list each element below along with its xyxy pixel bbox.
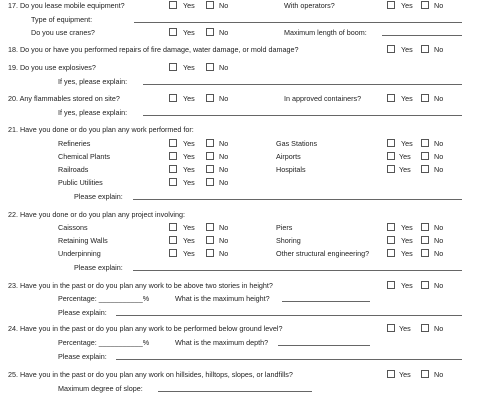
no-label: No [434, 249, 444, 258]
q21-refineries-yes-checkbox[interactable] [169, 139, 177, 147]
no-label: No [219, 28, 229, 37]
q21-explain-label: Please explain: [74, 192, 123, 201]
q21-refineries-no-checkbox[interactable] [206, 139, 214, 147]
yes-label: Yes [183, 63, 195, 72]
q21-railroads-yes-checkbox[interactable] [169, 165, 177, 173]
yes-label: Yes [401, 94, 413, 103]
q20-no-checkbox[interactable] [206, 94, 214, 102]
yes-label: Yes [183, 94, 195, 103]
q25-no-checkbox[interactable] [421, 370, 429, 378]
q18-no-checkbox[interactable] [421, 45, 429, 53]
q22-shoring-no-checkbox[interactable] [421, 236, 429, 244]
q22-other-no-checkbox[interactable] [421, 249, 429, 257]
q17-type-label: Type of equipment: [31, 15, 93, 24]
no-label: No [434, 45, 444, 54]
q22-item-caissons: Caissons [58, 223, 88, 232]
q21-utilities-no-checkbox[interactable] [206, 178, 214, 186]
q19-explain-field[interactable] [143, 84, 462, 85]
q21-chemical-no-checkbox[interactable] [206, 152, 214, 160]
yes-label: Yes [183, 152, 195, 161]
q17-operators-no-checkbox[interactable] [421, 1, 429, 9]
yes-label: Yes [183, 139, 195, 148]
q23-max-label: What is the maximum height? [175, 294, 270, 303]
q17-no-checkbox[interactable] [206, 1, 214, 9]
q24-label: 24. Have you in the past or do you plan any work to be performed below ground level? [8, 324, 283, 333]
q17-yes-checkbox[interactable] [169, 1, 177, 9]
q22-caissons-yes-checkbox[interactable] [169, 223, 177, 231]
q24-yes-checkbox[interactable] [387, 324, 395, 332]
q22-underpinning-no-checkbox[interactable] [206, 249, 214, 257]
yes-label: Yes [183, 1, 195, 10]
q21-hospitals-no-checkbox[interactable] [421, 165, 429, 173]
q20-containers-label: In approved containers? [284, 94, 362, 103]
q21-item-hospitals: Hospitals [276, 165, 306, 174]
yes-label: Yes [183, 178, 195, 187]
no-label: No [219, 63, 229, 72]
q23-max-field[interactable] [282, 301, 370, 302]
q17-operators-label: With operators? [284, 1, 335, 10]
q23-yes-checkbox[interactable] [387, 281, 395, 289]
yes-label: Yes [399, 370, 411, 379]
q21-item-utilities: Public Utilities [58, 178, 103, 187]
no-label: No [219, 249, 229, 258]
q25-slope-field[interactable] [158, 391, 312, 392]
q23-no-checkbox[interactable] [421, 281, 429, 289]
no-label: No [219, 1, 229, 10]
q23-label: 23. Have you in the past or do you plan any work to be above two stories in height? [8, 281, 273, 290]
q20-explain-label: If yes, please explain: [58, 108, 128, 117]
q21-utilities-yes-checkbox[interactable] [169, 178, 177, 186]
q21-item-airports: Airports [276, 152, 301, 161]
yes-label: Yes [401, 236, 413, 245]
no-label: No [434, 324, 444, 333]
q21-item-railroads: Railroads [58, 165, 89, 174]
q21-item-gas-stations: Gas Stations [276, 139, 318, 148]
no-label: No [219, 165, 229, 174]
q19-yes-checkbox[interactable] [169, 63, 177, 71]
q22-explain-label: Please explain: [74, 263, 123, 272]
q17-operators-yes-checkbox[interactable] [387, 1, 395, 9]
no-label: No [219, 223, 229, 232]
no-label: No [434, 139, 444, 148]
q24-explain-label: Please explain: [58, 352, 107, 361]
no-label: No [434, 94, 444, 103]
q25-yes-checkbox[interactable] [387, 370, 395, 378]
q21-label: 21. Have you done or do you plan any work performed for: [8, 125, 194, 134]
q19-explain-label: If yes, please explain: [58, 77, 128, 86]
q21-railroads-no-checkbox[interactable] [206, 165, 214, 173]
q22-label: 22. Have you done or do you plan any project involving: [8, 210, 186, 219]
q22-piers-no-checkbox[interactable] [421, 223, 429, 231]
no-label: No [219, 139, 229, 148]
q17-cranes-label: Do you use cranes? [31, 28, 95, 37]
q18-label: 18. Do you or have you performed repairs of fire damage, water damage, or mold damage? [8, 45, 299, 54]
yes-label: Yes [401, 281, 413, 290]
q22-other-yes-checkbox[interactable] [387, 249, 395, 257]
yes-label: Yes [401, 223, 413, 232]
yes-label: Yes [401, 139, 413, 148]
yes-label: Yes [183, 165, 195, 174]
no-label: No [219, 178, 229, 187]
yes-label: Yes [183, 249, 195, 258]
q23-percentage-label: Percentage: ___________% [58, 294, 150, 303]
q21-gas-no-checkbox[interactable] [421, 139, 429, 147]
yes-label: Yes [399, 165, 411, 174]
q25-label: 25. Have you in the past or do you plan any work on hillsides, hilltops, slopes, or landfills? [8, 370, 293, 379]
no-label: No [434, 236, 444, 245]
q22-underpinning-yes-checkbox[interactable] [169, 249, 177, 257]
q20-yes-checkbox[interactable] [169, 94, 177, 102]
yes-label: Yes [183, 223, 195, 232]
q24-percentage-label: Percentage: ___________% [58, 338, 150, 347]
no-label: No [434, 370, 444, 379]
q19-no-checkbox[interactable] [206, 63, 214, 71]
q24-max-label: What is the maximum depth? [175, 338, 269, 347]
yes-label: Yes [183, 28, 195, 37]
q21-item-refineries: Refineries [58, 139, 91, 148]
q21-hospitals-yes-checkbox[interactable] [387, 165, 395, 173]
q23-explain-label: Please explain: [58, 308, 107, 317]
yes-label: Yes [401, 1, 413, 10]
q21-gas-yes-checkbox[interactable] [387, 139, 395, 147]
q24-explain-field[interactable] [116, 359, 462, 360]
q22-retaining-no-checkbox[interactable] [206, 236, 214, 244]
yes-label: Yes [399, 152, 411, 161]
q22-piers-yes-checkbox[interactable] [387, 223, 395, 231]
q24-no-checkbox[interactable] [421, 324, 429, 332]
no-label: No [434, 1, 444, 10]
no-label: No [219, 236, 229, 245]
q21-item-chemical: Chemical Plants [58, 152, 110, 161]
q20-containers-no-checkbox[interactable] [421, 94, 429, 102]
q17-cranes-yes-checkbox[interactable] [169, 28, 177, 36]
yes-label: Yes [399, 324, 411, 333]
q22-shoring-yes-checkbox[interactable] [387, 236, 395, 244]
q18-yes-checkbox[interactable] [387, 45, 395, 53]
q22-item-piers: Piers [276, 223, 293, 232]
q17-cranes-no-checkbox[interactable] [206, 28, 214, 36]
q17-boom-field[interactable] [382, 35, 462, 36]
q20-label: 20. Any flammables stored on site? [8, 94, 120, 103]
q22-item-underpinning: Underpinning [58, 249, 101, 258]
q17-label: 17. Do you lease mobile equipment? [8, 1, 125, 10]
q22-item-other-structural: Other structural engineering? [276, 249, 370, 258]
no-label: No [219, 152, 229, 161]
q22-caissons-no-checkbox[interactable] [206, 223, 214, 231]
q21-chemical-yes-checkbox[interactable] [169, 152, 177, 160]
q17-boom-label: Maximum length of boom: [284, 28, 367, 37]
q17-type-field[interactable] [134, 22, 462, 23]
yes-label: Yes [401, 249, 413, 258]
q21-explain-field[interactable] [133, 199, 462, 200]
q25-slope-label: Maximum degree of slope: [58, 384, 143, 393]
q24-max-field[interactable] [278, 345, 370, 346]
q20-explain-field[interactable] [143, 115, 462, 116]
q22-item-retaining: Retaining Walls [58, 236, 108, 245]
q23-explain-field[interactable] [116, 315, 462, 316]
no-label: No [434, 165, 444, 174]
q22-retaining-yes-checkbox[interactable] [169, 236, 177, 244]
q20-containers-yes-checkbox[interactable] [387, 94, 395, 102]
yes-label: Yes [401, 45, 413, 54]
no-label: No [219, 94, 229, 103]
yes-label: Yes [183, 236, 195, 245]
no-label: No [434, 223, 444, 232]
q22-item-shoring: Shoring [276, 236, 301, 245]
q19-label: 19. Do you use explosives? [8, 63, 96, 72]
q21-airports-yes-checkbox[interactable] [387, 152, 395, 160]
q22-explain-field[interactable] [133, 270, 462, 271]
no-label: No [434, 281, 444, 290]
no-label: No [434, 152, 444, 161]
q21-airports-no-checkbox[interactable] [421, 152, 429, 160]
